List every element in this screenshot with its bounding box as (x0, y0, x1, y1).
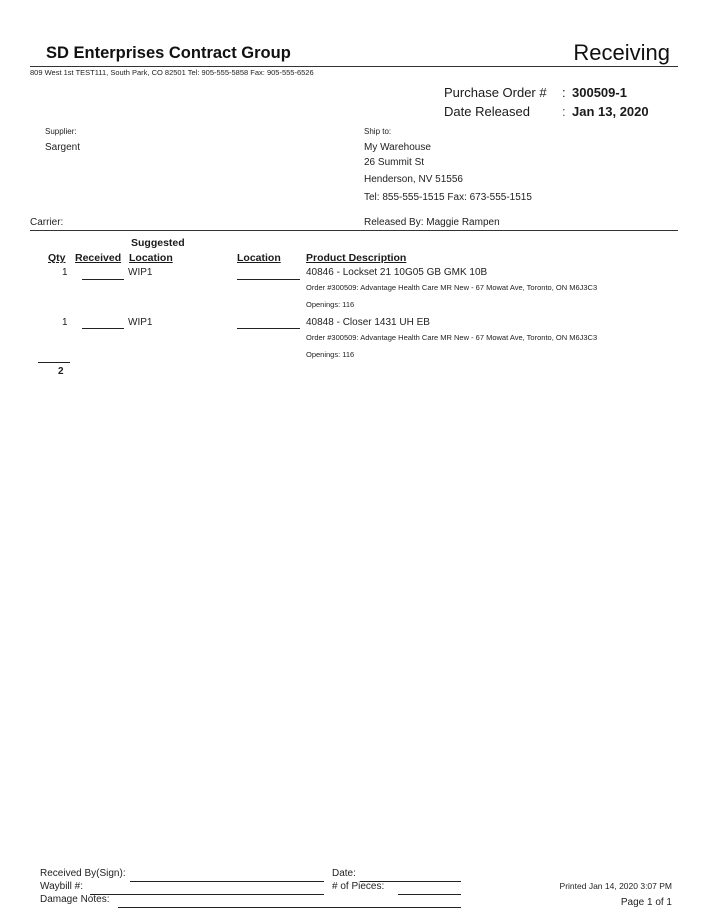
item-1-openings: Openings: 116 (306, 300, 355, 309)
waybill-field[interactable] (90, 894, 324, 895)
pieces-label: # of Pieces: (332, 881, 385, 892)
company-address: 809 West 1st TEST111, South Park, CO 82501 Tel: 905-555-5858 Fax: 905-555-6526 (30, 68, 314, 77)
date-released-value: Jan 13, 2020 (572, 104, 649, 119)
ship-to-line-3: Henderson, NV 51556 (364, 174, 463, 185)
item-2-openings: Openings: 116 (306, 350, 355, 359)
date-released-colon: : (562, 104, 566, 119)
ship-to-line-2: 26 Summit St (364, 157, 425, 168)
column-header-qty: Qty (48, 252, 66, 264)
item-2-qty: 1 (62, 317, 68, 328)
item-2-location-field[interactable] (237, 328, 300, 329)
purchase-order-colon: : (562, 85, 566, 100)
ship-to-line-1: My Warehouse (364, 142, 431, 153)
pieces-field[interactable] (398, 894, 461, 895)
released-by: Released By: Maggie Rampen (364, 217, 500, 228)
column-header-location: Location (237, 252, 281, 264)
document-title: Receiving (573, 40, 670, 65)
damage-notes-label: Damage Notes: (40, 894, 110, 905)
date-label: Date: (332, 868, 356, 879)
page-number: Page 1 of 1 (620, 897, 672, 908)
item-2-suggested-location: WIP1 (128, 317, 153, 328)
date-released-label: Date Released (444, 104, 530, 119)
purchase-order-label: Purchase Order # (444, 85, 547, 100)
column-header-received: Received (75, 252, 122, 264)
purchase-order-number: 300509-1 (572, 85, 627, 100)
ship-to-label: Ship to: (364, 127, 392, 136)
item-2-received-field[interactable] (82, 328, 124, 329)
received-by-label: Received By(Sign): (40, 868, 126, 879)
column-header-suggested-location: Location (129, 252, 173, 264)
printed-timestamp: Printed Jan 14, 2020 3:07 PM (559, 881, 672, 891)
company-name: SD Enterprises Contract Group (46, 44, 291, 62)
damage-notes-field[interactable] (118, 907, 461, 908)
item-1-order-note: Order #300509: Advantage Health Care MR New - 67 Mowat Ave, Toronto, ON M6J3C3 (306, 283, 598, 292)
carrier-label: Carrier: (30, 217, 64, 228)
received-by-signature-field[interactable] (130, 881, 324, 882)
supplier-label: Supplier: (45, 127, 77, 136)
item-1-suggested-location: WIP1 (128, 267, 153, 278)
total-rule (38, 362, 70, 363)
item-1-received-field[interactable] (82, 279, 124, 280)
header-divider (30, 66, 678, 67)
column-header-suggested: Suggested (131, 237, 185, 249)
item-1-location-field[interactable] (237, 279, 300, 280)
supplier-name: Sargent (45, 142, 81, 153)
ship-to-line-4: Tel: 855-555-1515 Fax: 673-555-1515 (364, 192, 532, 203)
total-qty: 2 (58, 366, 64, 377)
carrier-divider (30, 230, 678, 231)
column-header-product-description: Product Description (306, 252, 407, 264)
item-1-product: 40846 - Lockset 21 10G05 GB GMK 10B (306, 267, 488, 278)
item-1-qty: 1 (62, 267, 68, 278)
item-2-product: 40848 - Closer 1431 UH EB (306, 317, 430, 328)
item-2-order-note: Order #300509: Advantage Health Care MR New - 67 Mowat Ave, Toronto, ON M6J3C3 (306, 333, 598, 342)
waybill-label: Waybill #: (40, 881, 83, 892)
